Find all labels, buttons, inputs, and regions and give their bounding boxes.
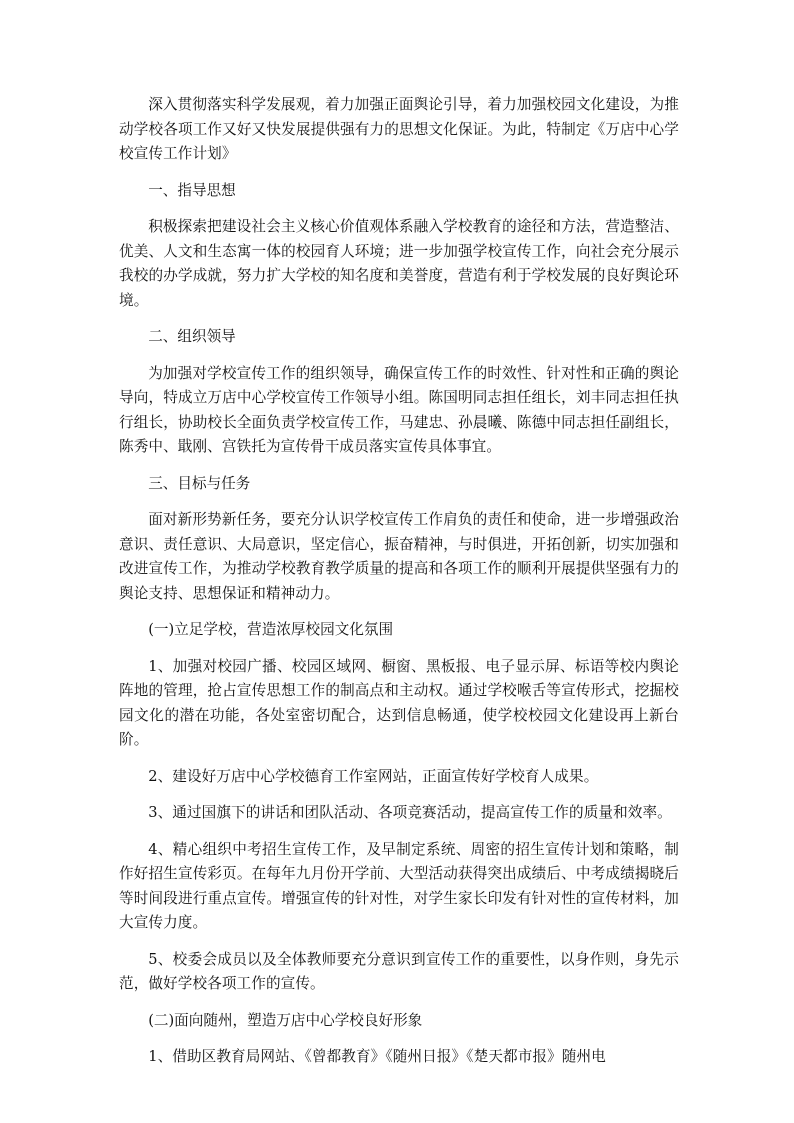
list-item: 1、借助区教育局网站、《曾都教育》《随州日报》《楚天都市报》随州电 (148, 1048, 606, 1065)
section-heading-organization: 二、组织领导 (148, 328, 236, 345)
subsection-heading-suizhou: (二)面向随州，塑造万店中心学校良好形象 (148, 1011, 423, 1029)
section-heading-guiding-ideology: 一、指导思想 (148, 181, 236, 199)
list-item: 2、建设好万店中心学校德育工作室网站，正面宣传好学校育人成果。 (148, 767, 599, 785)
section-heading-goals: 三、目标与任务 (148, 474, 251, 492)
subsection-heading-campus: (一)立足学校，营造浓厚校园文化氛围 (148, 621, 394, 638)
list-item: 5、校委会成员以及全体教师要充分意识到宣传工作的重要性，以身作则，身先示范，做好学校各项工作的宣传。 (119, 950, 679, 992)
section-body-goals: 面对新形势新任务，要充分认识学校宣传工作肩负的责任和使命，进一步增强政治意识、责任意识、大局意识，坚定信心，振奋精神，与时俱进，开拓创新，切实加强和改进宣传工作，为推动学校教育教学质量的提高和各项工作的顺利开展提供坚强有力的舆论支持、思想保证和精神动力。 (119, 511, 679, 602)
section-body-guiding-ideology: 积极探索把建设社会主义核心价值观体系融入学校教育的途径和方法，营造整洁、优美、人文和生态寓一体的校园育人环境；进一步加强学校宣传工作，向社会充分展示我校的办学成就，努力扩大学校的知名度和美誉度，营造有利于学校发展的良好舆论环境。 (119, 218, 679, 309)
document-page (119, 93, 679, 1070)
list-item: 3、通过国旗下的讲话和团队活动、各项竞赛活动，提高宣传工作的质量和效率。 (148, 804, 672, 821)
section-body-organization: 为加强对学校宣传工作的组织领导，确保宣传工作的时效性、针对性和正确的舆论导向，特成立万店中心学校宣传工作领导小组。陈国明同志担任组长，刘丰同志担任执行组长，协助校长全面负责学校宣传工作，马建忠、孙晨曦、陈德中同志担任副组长，陈秀中、戢刚、宫铁托为宣传骨干成员落实宣传具体事宜。 (119, 364, 679, 455)
list-item: 4、精心组织中考招生宣传工作，及早制定系统、周密的招生宣传计划和策略，制作好招生宣传彩页。在每年九月份开学前、大型活动获得突出成绩后、中考成绩揭晓后等时间段进行重点宣传。增强宣传的针对性，对学生家长印发有针对性的宣传材料，加大宣传力度。 (119, 840, 679, 931)
intro-paragraph: 深入贯彻落实科学发展观，着力加强正面舆论引导，着力加强校园文化建设，为推动学校各项工作又好又快发展提供强有力的思想文化保证。为此，特制定《万店中心学校宣传工作计划》 (119, 96, 679, 162)
list-item: 1、加强对校园广播、校园区域网、橱窗、黑板报、电子显示屏、标语等校内舆论阵地的管理，抢占宣传思想工作的制高点和主动权。通过学校喉舌等宣传形式，挖掘校园文化的潜在功能，各处室密切配合，达到信息畅通，使学校校园文化建设再上新台阶。 (119, 657, 679, 748)
